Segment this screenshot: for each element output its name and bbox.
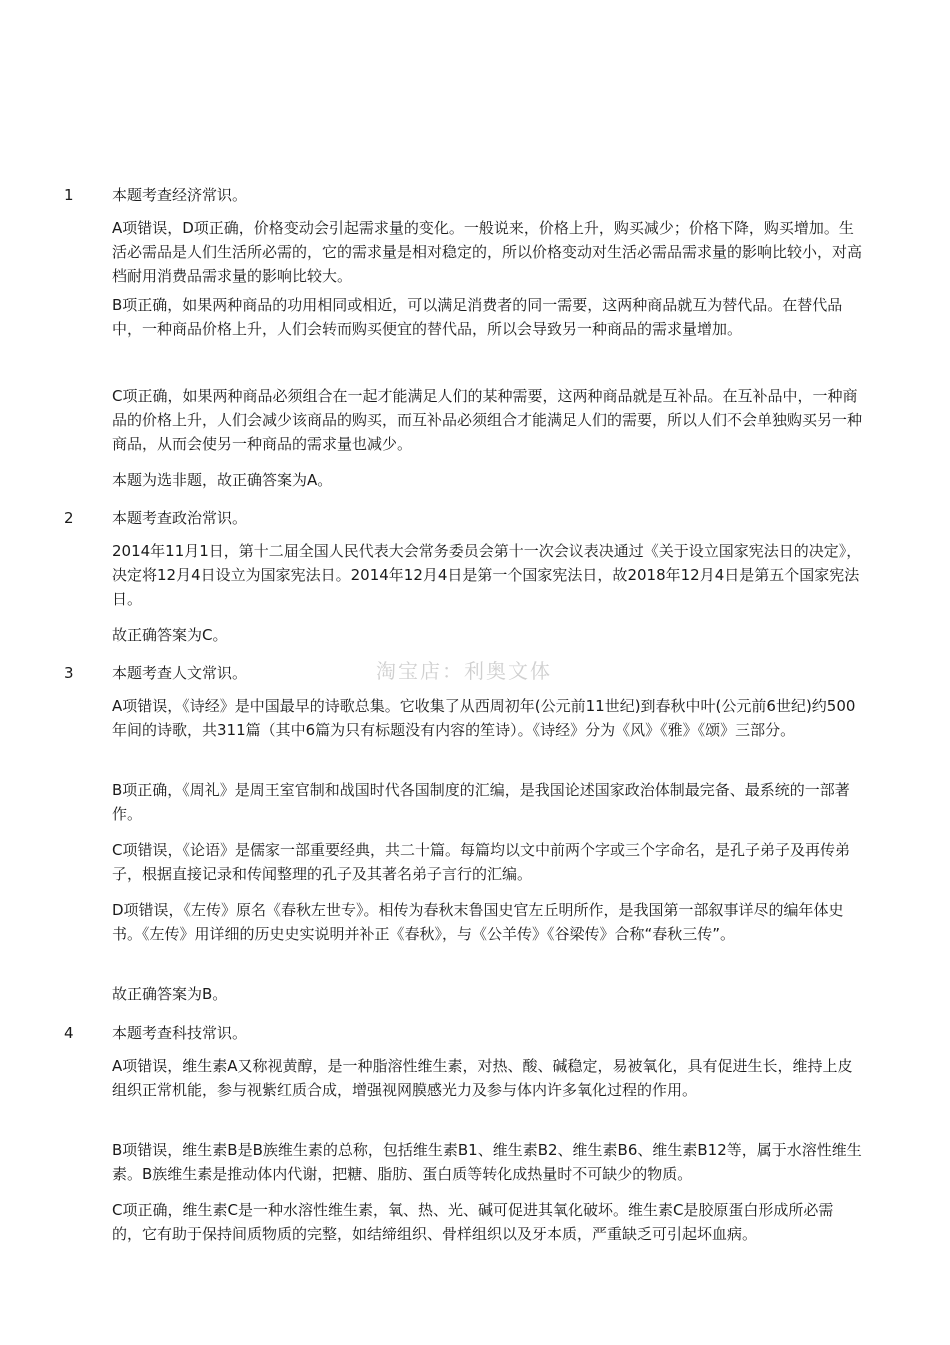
question-number: 1 [64,186,74,204]
explanation-paragraph: B项正确，如果两种商品的功用相同或相近，可以满足消费者的同一需要，这两种商品就互为替代品。在替代品中，一种商品价格上升，人们会转而购买便宜的替代品，所以会导致另一种商品的需求量增加。 [112,296,843,338]
question-topic: 本题考查科技常识。 [112,1024,248,1042]
explanation-paragraph: B项正确，《周礼》是周王室官制和战国时代各国制度的汇编，是我国论述国家政治体制最完备、最系统的一部著作。 [112,781,850,823]
question-topic: 本题考查人文常识。 [112,664,248,682]
explanation-paragraph: C项正确，维生素C是一种水溶性维生素，氧、热、光、碱可促进其氧化破坏。维生素C是胶原蛋白形成所必需的，它有助于保持间质物质的完整，如结缔组织、骨样组织以及牙本质，严重缺乏可引起坏血病。 [112,1201,834,1243]
explanation-paragraph: A项错误，维生素A又称视黄醇，是一种脂溶性维生素，对热、酸、碱稳定，易被氧化，具有促进生长，维持上皮组织正常机能，参与视紫红质合成，增强视网膜感光力及参与体内许多氧化过程的作用。 [112,1057,853,1099]
explanation-paragraph: A项错误，D项正确，价格变动会引起需求量的变化。一般说来，价格上升，购买减少；价格下降，购买增加。生活必需品是人们生活所必需的，它的需求量是相对稳定的，所以价格变动对生活必需品需求量的影响比较小，对高档耐用消费品需求量的影响比较大。 [112,219,863,285]
question-topic: 本题考查经济常识。 [112,186,248,204]
answer-line: 故正确答案为B。 [112,985,228,1003]
explanation-paragraph: C项错误，《论语》是儒家一部重要经典，共二十篇。每篇均以文中前两个字或三个字命名，是孔子弟子及再传弟子，根据直接记录和传闻整理的孔子及其著名弟子言行的汇编。 [112,841,850,883]
explanation-paragraph: B项错误，维生素B是B族维生素的总称，包括维生素B1、维生素B2、维生素B6、维生素B12等，属于水溶性维生素。B族维生素是推动体内代谢，把糖、脂肪、蛋白质等转化成热量时不可缺少的物质。 [112,1141,862,1183]
answer-line: 故正确答案为C。 [112,626,228,644]
answer-line: 本题为选非题，故正确答案为A。 [112,471,333,489]
watermark: 淘宝店：利奥文体 [376,659,552,683]
explanation-paragraph: C项正确，如果两种商品必须组合在一起才能满足人们的某种需要，这两种商品就是互补品。在互补品中，一种商品的价格上升，人们会减少该商品的购买，而互补品必须组合才能满足人们的需要，所以人们不会单独购买另一种商品，从而会使另一种商品的需求量也减少。 [112,387,863,453]
question-number: 2 [64,509,74,527]
explanation-paragraph: D项错误，《左传》原名《春秋左世专》。相传为春秋末鲁国史官左丘明所作，是我国第一部叙事详尽的编年体史书。《左传》用详细的历史史实说明并补正《春秋》，与《公羊传》《谷梁传》合称“春秋三传”。 [112,901,844,943]
explanation-paragraph: 2014年11月1日，第十二届全国人民代表大会常务委员会第十一次会议表决通过《关于设立国家宪法日的决定》，决定将12月4日设立为国家宪法日。2014年12月4日是第一个国家宪法日，故2018年12月4日是第五个国家宪法日。 [112,542,862,608]
explanation-paragraph: A项错误，《诗经》是中国最早的诗歌总集。它收集了从西周初年(公元前11世纪)到春秋中叶(公元前6世纪)约500年间的诗歌，共311篇（其中6篇为只有标题没有内容的笙诗）。《诗经》分为《风》《雅》《颂》三部分。 [112,697,856,739]
question-topic: 本题考查政治常识。 [112,509,248,527]
question-number: 4 [64,1024,74,1042]
question-number: 3 [64,664,74,682]
